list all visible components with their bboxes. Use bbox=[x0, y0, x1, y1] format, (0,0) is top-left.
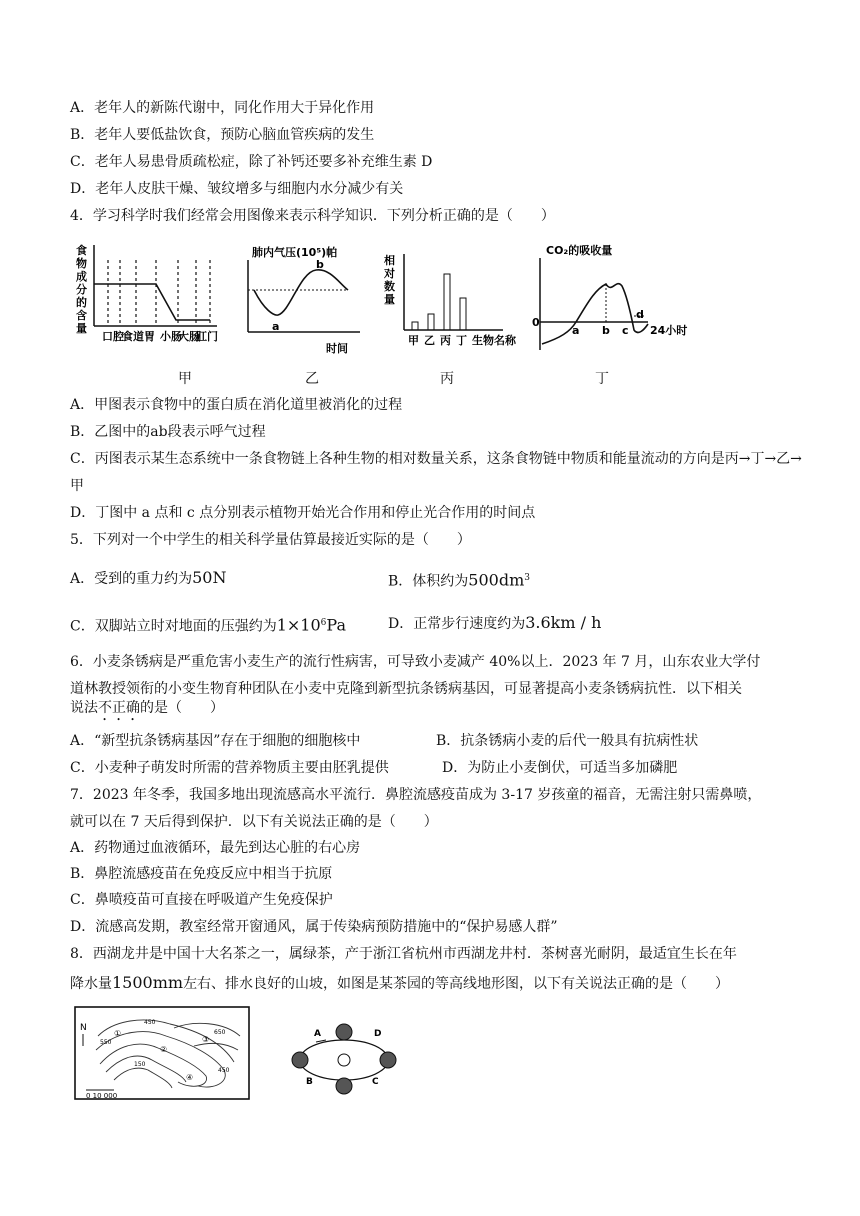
q6-option-c: C．小麦种子萌发时所需的营养物质主要由胚乳提供 bbox=[70, 760, 389, 776]
caption-bing: 丙 bbox=[440, 371, 454, 387]
svg-text:乙: 乙 bbox=[424, 334, 435, 347]
q3-option-a: A．老年人的新陈代谢中，同化作用大于异化作用 bbox=[70, 100, 375, 116]
svg-text:0: 0 bbox=[532, 316, 540, 329]
svg-text:550: 550 bbox=[100, 1039, 112, 1046]
q6-option-b: B．抗条锈病小麦的后代一般具有抗病性状 bbox=[436, 733, 699, 749]
q5-option-c: C．双脚站立时对地面的压强约为$1\times 10^6Pa$ bbox=[70, 615, 346, 635]
q4-option-a: A．甲图表示食物中的蛋白质在消化道里被消化的过程 bbox=[70, 397, 403, 413]
svg-text:④: ④ bbox=[186, 1073, 194, 1082]
svg-text:对: 对 bbox=[384, 267, 395, 280]
svg-text:小肠: 小肠 bbox=[160, 330, 182, 343]
svg-text:含: 含 bbox=[76, 309, 87, 322]
svg-text:D: D bbox=[374, 1029, 382, 1039]
sun-icon bbox=[338, 1054, 350, 1066]
q8-stem-2: 降水量1500mm左右、排水良好的山坡，如图是某茶园的等高线地形图，以下有关说法正确的是（ ） bbox=[70, 973, 730, 992]
q5-option-a: A．受到的重力约为50N bbox=[70, 568, 227, 587]
q4-option-d: D．丁图中 a 点和 c 点分别表示植物开始光合作用和停止光合作用的时间点 bbox=[70, 505, 536, 521]
earth-icon bbox=[336, 1024, 352, 1040]
yi-ylabel: 肺内气压(10⁵)帕 bbox=[252, 246, 338, 259]
svg-text:肛门: 肛门 bbox=[196, 330, 218, 343]
svg-text:a: a bbox=[272, 320, 280, 333]
q6-option-d: D．为防止小麦倒伏，可适当多加磷肥 bbox=[442, 760, 678, 776]
q7-stem-1: 7．2023 年冬季，我国多地出现流感高水平流行．鼻腔流感疫苗成为 3-17 岁孩童的福音，无需注射只需鼻喷， bbox=[70, 787, 762, 803]
bing-bar bbox=[444, 274, 450, 330]
svg-text:丙: 丙 bbox=[440, 334, 451, 347]
q5-stem: 5．下列对一个中学生的相关科学量估算最接近实际的是（ ） bbox=[70, 532, 471, 548]
q7-stem-2: 就可以在 7 天后得到保护．以下有关说法正确的是（ ） bbox=[70, 814, 438, 830]
q4-stem: 4．学习科学时我们经常会用图像来表示科学知识．下列分析正确的是（ ） bbox=[70, 208, 555, 224]
figure-yi bbox=[240, 240, 365, 355]
q3-option-d: D．老年人皮肤干燥、皱纹增多与细胞内水分减少有关 bbox=[70, 181, 404, 197]
q7-option-a: A．药物通过血液循环，最先到达心脏的右心房 bbox=[70, 840, 361, 856]
caption-ding: 丁 bbox=[595, 371, 609, 387]
svg-text:相: 相 bbox=[384, 254, 395, 267]
q6-option-a: A．“新型抗条锈病基因”存在于细胞的细胞核中 bbox=[70, 733, 361, 749]
svg-text:0 10 000: 0 10 000 bbox=[86, 1092, 118, 1100]
svg-text:成: 成 bbox=[76, 270, 87, 283]
earth-icon bbox=[380, 1052, 396, 1068]
svg-text:大肠: 大肠 bbox=[178, 330, 200, 343]
svg-text:丁: 丁 bbox=[456, 334, 467, 347]
q3-option-b: B．老年人要低盐饮食，预防心脑血管疾病的发生 bbox=[70, 127, 375, 143]
q7-option-b: B．鼻腔流感疫苗在免疫反应中相当于抗原 bbox=[70, 866, 333, 882]
svg-text:b: b bbox=[602, 324, 610, 337]
bing-bar bbox=[412, 322, 418, 330]
svg-text:量: 量 bbox=[76, 322, 87, 335]
svg-text:数: 数 bbox=[384, 280, 395, 293]
q8-stem-1: 8．西湖龙井是中国十大名茶之一，属绿茶，产于浙江省杭州市西湖龙井村．茶树喜光耐阴，最适宜生长在年 bbox=[70, 946, 737, 962]
figure-jia bbox=[72, 240, 222, 360]
svg-text:b: b bbox=[316, 258, 324, 271]
q5-option-b: B．体积约为$500dm^3$ bbox=[388, 570, 530, 590]
svg-text:量: 量 bbox=[384, 293, 395, 306]
jia-xtick: 口腔 bbox=[102, 330, 124, 343]
svg-text:C: C bbox=[372, 1077, 379, 1087]
contour-map bbox=[74, 1006, 250, 1102]
svg-text:450: 450 bbox=[218, 1067, 230, 1074]
svg-text:③: ③ bbox=[202, 1035, 210, 1044]
caption-jia: 甲 bbox=[178, 371, 192, 387]
earth-icon bbox=[292, 1052, 308, 1068]
q4-option-c: C．丙图表示某生态系统中一条食物链上各种生物的相对数量关系，这条食物链中物质和能量流动的方向是丙→丁→乙→甲 bbox=[70, 451, 802, 494]
q6-stem-2: 道林教授领衔的小变生物育种团队在小麦中克隆到新型抗条锈病基因，可显著提高小麦条锈病抗性．以下相关 bbox=[70, 681, 742, 697]
svg-text:B: B bbox=[306, 1077, 313, 1087]
caption-yi: 乙 bbox=[305, 371, 319, 387]
figure-ding bbox=[530, 240, 705, 355]
q5-option-d: D．正常步行速度约为3.6km / h bbox=[388, 613, 602, 632]
svg-text:甲: 甲 bbox=[408, 334, 419, 347]
svg-text:c: c bbox=[622, 324, 629, 337]
earth-orbit-diagram bbox=[290, 1018, 400, 1108]
svg-text:d: d bbox=[636, 308, 644, 321]
q4-option-b: B．乙图中的ab段表示呼气过程 bbox=[70, 424, 266, 440]
q3-option-c: C．老年人易患骨质疏松症，除了补钙还要多补充维生素 D bbox=[70, 154, 433, 170]
svg-text:物: 物 bbox=[76, 257, 87, 270]
svg-text:450: 450 bbox=[144, 1019, 156, 1026]
svg-text:分: 分 bbox=[76, 283, 87, 296]
svg-text:的: 的 bbox=[76, 296, 87, 309]
earth-icon bbox=[336, 1078, 352, 1094]
figure-bing bbox=[378, 250, 516, 355]
svg-text:①: ① bbox=[114, 1029, 122, 1038]
svg-text:150: 150 bbox=[134, 1061, 146, 1068]
svg-text:②: ② bbox=[160, 1045, 168, 1054]
svg-text:24小时: 24小时 bbox=[650, 324, 688, 337]
bing-bar bbox=[460, 298, 466, 330]
svg-text:CO₂的吸收量: CO₂的吸收量 bbox=[546, 244, 613, 257]
svg-text:A: A bbox=[314, 1029, 321, 1039]
svg-text:时间: 时间 bbox=[326, 342, 348, 355]
svg-text:胃: 胃 bbox=[144, 330, 155, 343]
svg-text:生物名称: 生物名称 bbox=[472, 334, 516, 347]
svg-text:N: N bbox=[80, 1023, 87, 1033]
q6-stem-1: 6．小麦条锈病是严重危害小麦生产的流行性病害，可导致小麦减产 40%以上．2023 年 7 月，山东农业大学付 bbox=[70, 654, 761, 670]
jia-ylabel-1: 食 bbox=[76, 244, 87, 257]
q7-option-d: D．流感高发期，教室经常开窗通风，属于传染病预防措施中的“保护易感人群” bbox=[70, 919, 558, 935]
svg-text:650: 650 bbox=[214, 1029, 226, 1036]
q6-stem-3: 说法不正确的是（ ） bbox=[70, 700, 224, 716]
bing-bar bbox=[428, 314, 434, 330]
svg-text:a: a bbox=[572, 324, 580, 337]
q7-option-c: C．鼻喷疫苗可直接在呼吸道产生免疫保护 bbox=[70, 892, 333, 908]
svg-text:食道: 食道 bbox=[122, 330, 144, 343]
